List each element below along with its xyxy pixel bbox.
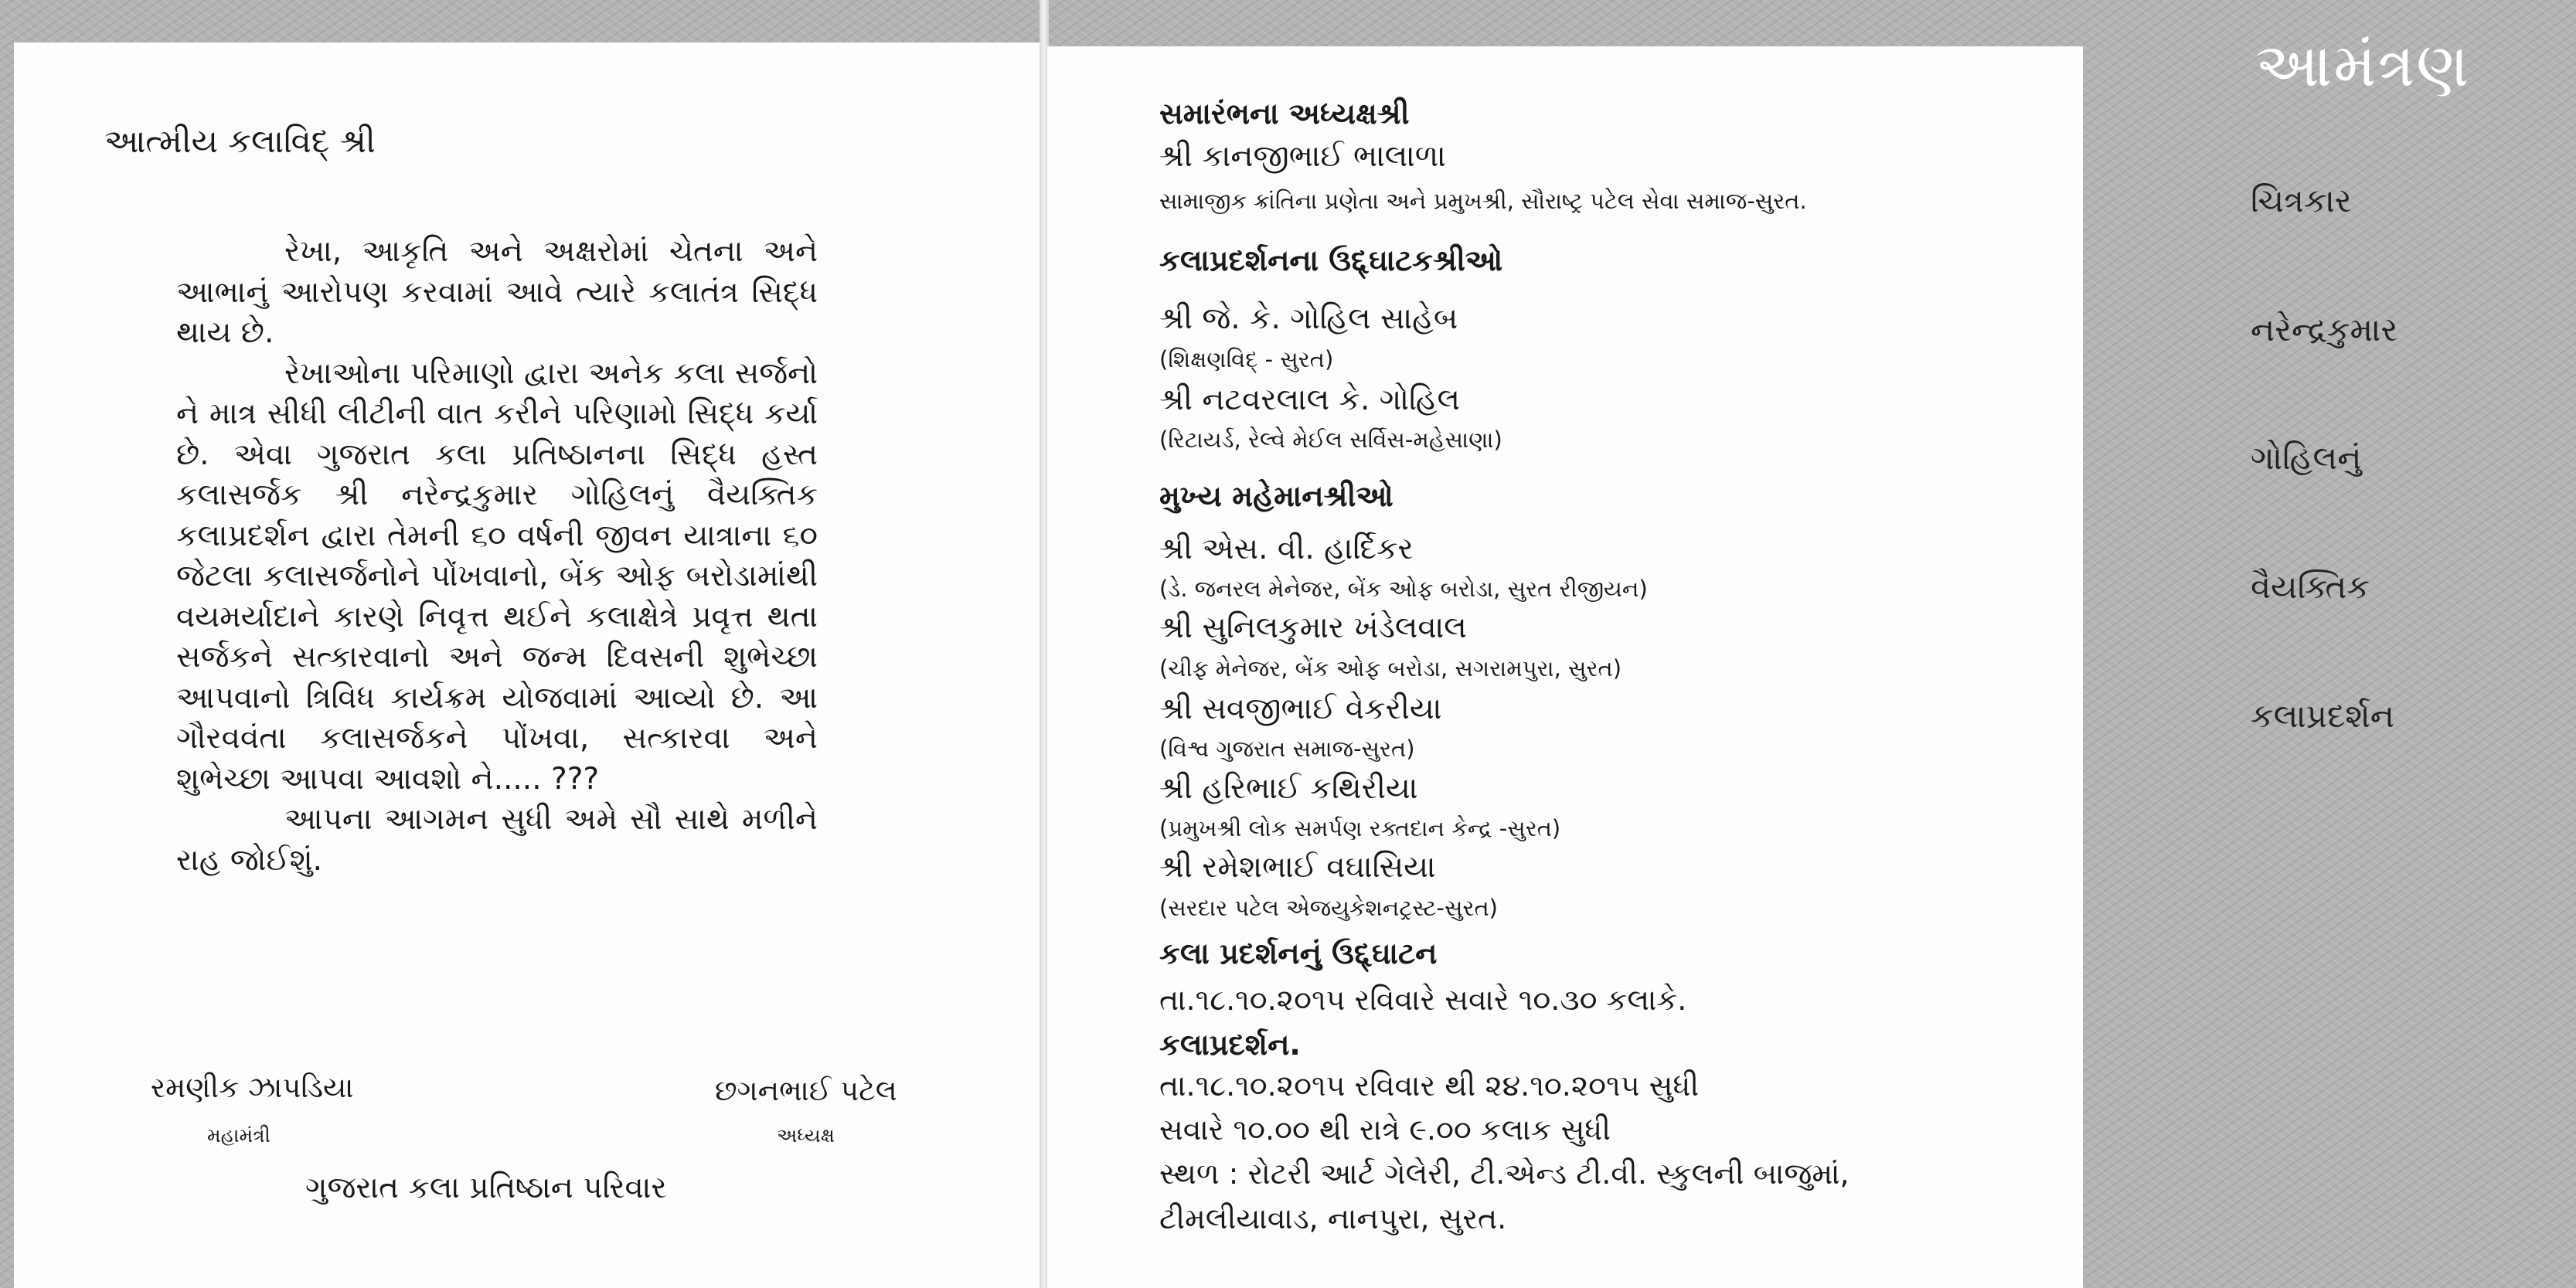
guest-name: શ્રી એસ. વી. હાર્દિકર — [1159, 532, 1414, 566]
inauguration-datetime: તા.૧૮.૧૦.૨૦૧૫ રવિવારે સવારે ૧૦.૩૦ કલાકે. — [1159, 983, 1687, 1017]
president-desc: સામાજીક ક્રાંતિના પ્રણેતા અને પ્રમુખશ્રી, સૌરાષ્ટ્ર પટેલ સેવા સમાજ-સુરત. — [1159, 188, 1807, 214]
guest-name: શ્રી રમેશભાઈ વઘાસિયા — [1159, 850, 1436, 885]
letter-body — [176, 232, 818, 881]
exhibition-venue-address: ટીમલીયાવાડ, નાનપુરા, સુરત. — [1159, 1201, 1507, 1235]
signatory-name: રમણીક ઝાપડિયા — [151, 1071, 354, 1104]
guests-heading: મુખ્ય મહેમાનશ્રીઓ — [1159, 479, 1393, 513]
sidebar-word: ચિત્રકાર — [2251, 182, 2352, 219]
signatory-name: છગનભાઈ પટેલ — [715, 1074, 897, 1107]
signatory-role: મહામંત્રી — [207, 1124, 271, 1147]
guest-desc: (પ્રમુખશ્રી લોક સમર્પણ રક્તદાન કેન્દ્ર -સુરત) — [1159, 815, 1561, 841]
sidebar-word: વૈયક્તિક — [2251, 568, 2370, 606]
letter-paragraph: રેખાઓના પરિમાણો દ્વારા અનેક કલા સર્જનો ને માત્ર સીધી લીટીની વાત કરીને પરિણામો સિદ્ધ કર્યા છે. એવા ગુજરાત કલા પ્રતિષ્ઠાનના સિદ્ધ હસ્ત કલાસર્જક શ્રી નરેન્દ્રકુમાર ગોહિલનું વૈયક્તિક કલાપ્રદર્શન દ્વારા તેમની ૬૦ વર્ષની જીવન યાત્રાના ૬૦ જેટલા કલાસર્જનોને પોંખવાનો, બેંક ઓફ બરોડામાંથી વયમર્યાદાને કારણે નિવૃત્ત થઈને કલાક્ષેત્રે પ્રવૃત્ત થતા સર્જકને સત્કારવાનો અને જન્મ દિવસની શુભેચ્છા આપવાનો ત્રિવિધ કાર્યક્રમ યોજવામાં આવ્યો છે. આ ગૌરવવંતા કલાસર્જકને પોંખવા, સત્કારવા અને શુભેચ્છા આપવા આવશો ને..... ??? — [176, 355, 818, 797]
inaugurators-heading: કલાપ્રદર્શનના ઉદ્દ્ઘાટકશ્રીઓ — [1159, 243, 1503, 277]
guest-desc: (વિશ્વ ગુજરાત સમાજ-સુરત) — [1159, 736, 1415, 762]
sidebar-word: કલાપ્રદર્શન — [2251, 697, 2395, 735]
exhibition-hours: સવારે ૧૦.૦૦ થી રાત્રે ૯.૦૦ કલાક સુધી — [1159, 1113, 1611, 1147]
salutation: આત્મીય કલાવિદ્ શ્રી — [104, 122, 376, 160]
inauguration-heading: કલા પ્રદર્શનનું ઉદ્દ્ઘાટન — [1159, 936, 1438, 970]
president-heading: સમારંભના અધ્યક્ષશ્રી — [1159, 97, 1410, 131]
letter-paragraph: રેખા, આકૃતિ અને અક્ષરોમાં ચેતના અને આભાનું આરોપણ કરવામાં આવે ત્યારે કલાતંત્ર સિદ્ધ થાય છે. — [176, 234, 818, 350]
guest-name: શ્રી સુનિલકુમાર ખંડેલવાલ — [1159, 610, 1467, 645]
guest-name: શ્રી હરિભાઈ કથિરીયા — [1159, 771, 1418, 806]
guest-desc: (ચીફ મેનેજર, બેંક ઓફ બરોડા, સગરામપુરા, સુરત) — [1159, 655, 1622, 681]
sidebar-word: ગોહિલનું — [2251, 439, 2362, 477]
president-name: શ્રી કાનજીભાઈ ભાલાળા — [1159, 139, 1446, 174]
inaugurator-name: શ્રી જે. કે. ગોહિલ સાહેબ — [1159, 301, 1458, 336]
organization-family: ગુજરાત કલા પ્રતિષ્ઠાન પરિવાર — [305, 1171, 667, 1205]
exhibition-venue: સ્થળ : રોટરી આર્ટ ગેલેરી, ટી.એન્ડ ટી.વી. સ્કુલની બાજુમાં, — [1159, 1157, 1849, 1191]
sidebar-word: નરેન્દ્રકુમાર — [2251, 311, 2398, 348]
signatory-role: અધ્યક્ષ — [777, 1124, 835, 1147]
invitation-title: આમંત્રણ — [2255, 31, 2471, 100]
letter-paragraph: આપના આગમન સુધી અમે સૌ સાથે મળીને રાહ જોઈશું. — [176, 802, 818, 878]
guest-desc: (ડે. જનરલ મેનેજર, બેંક ઓફ બરોડા, સુરત રીજીયન) — [1159, 576, 1648, 602]
inaugurator-desc: (રિટાયર્ડ, રેલ્વે મેઈલ સર્વિસ-મહેસાણા) — [1159, 427, 1502, 453]
inaugurator-desc: (શિક્ષણવિદ્ - સુરત) — [1159, 346, 1334, 372]
inaugurator-name: શ્રી નટવરલાલ કે. ગોહિલ — [1159, 382, 1461, 417]
exhibition-heading: કલાપ્રદર્શન. — [1159, 1028, 1301, 1062]
exhibition-dates: તા.૧૮.૧૦.૨૦૧૫ રવિવાર થી ૨૪.૧૦.૨૦૧૫ સુધી — [1159, 1069, 1700, 1103]
guest-name: શ્રી સવજીભાઈ વેકરીયા — [1159, 692, 1442, 726]
guest-desc: (સરદાર પટેલ એજયુકેશનટ્રસ્ટ-સુરત) — [1159, 895, 1498, 921]
